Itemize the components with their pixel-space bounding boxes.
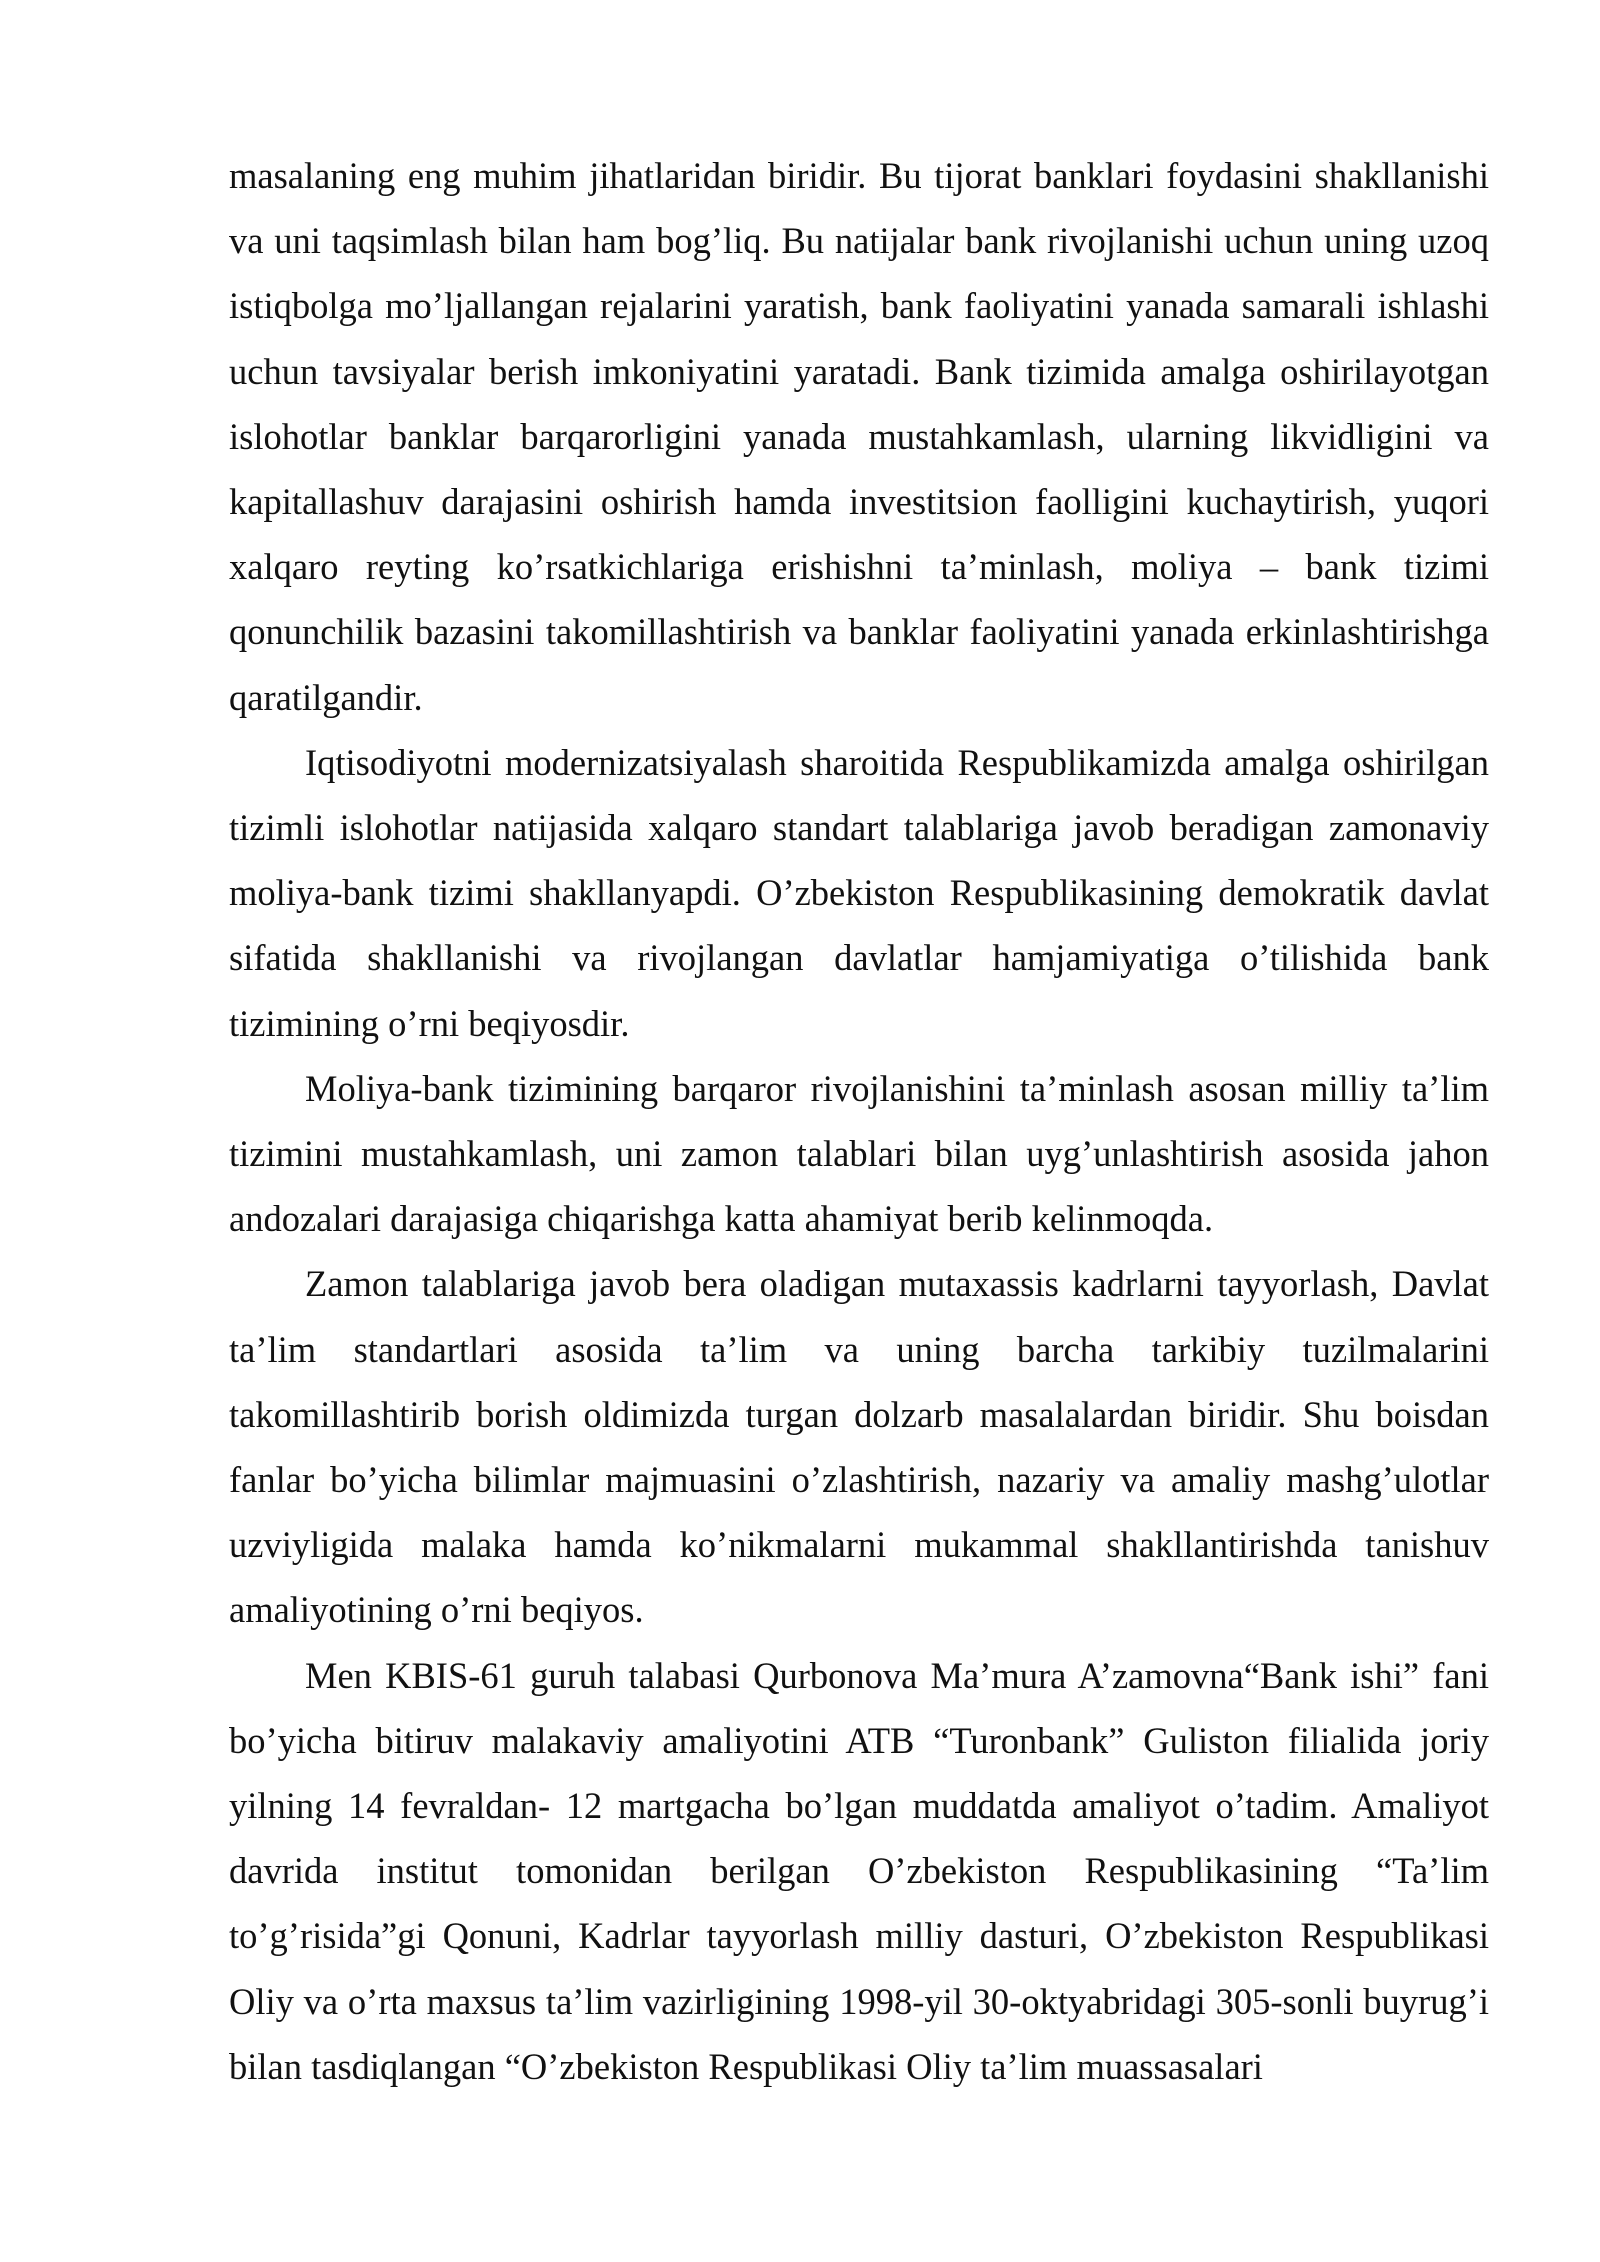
document-page [229, 143, 1489, 2099]
paragraph-continuation: masalaning eng muhim jihatlaridan biridir. Bu tijorat banklari foydasini shakllanishi va uni taqsimlash bilan ham bog’liq. Bu natijalar bank rivojlanishi uchun uning uzoq istiqbolga mo’ljallangan rejalarini yaratish, bank faoliyatini yanada samarali ishlashi uchun tavsiyalar berish imkoniyatini yaratadi. Bank tizimida amalga oshirilayotgan islohotlar banklar barqarorligini yanada mustahkamlash, ularning likvidligini va kapitallashuv darajasini oshirish hamda investitsion faolligini kuchaytirish, yuqori xalqaro reyting ko’rsatkichlariga erishishni ta’minlash, moliya – bank tizimi qonunchilik bazasini takomillashtirish va banklar faoliyatini yanada erkinlashtirishga qaratilgandir. [229, 155, 1489, 718]
paragraph-education-system: Moliya-bank tizimining barqaror rivojlanishini ta’minlash asosan milliy ta’lim tizimini mustahkamlash, uni zamon talablari bilan uyg’unlashtirish asosida jahon andozalari darajasiga chiqarishga katta ahamiyat berib kelinmoqda. [229, 1067, 1489, 1240]
paragraph-modernization: Iqtisodiyotni modernizatsiyalash sharoitida Respublikamizda amalga oshirilgan tizimli islohotlar natijasida xalqaro standart talablariga javob beradigan zamonaviy moliya-bank tizimi shakllanyapdi. O’zbekiston Respublikasining demokratik davlat sifatida shakllanishi va rivojlangan davlatlar hamjamiyatiga o’tilishida bank tizimining o’rni beqiyosdir. [229, 741, 1489, 1044]
paragraph-specialist-training: Zamon talablariga javob bera oladigan mutaxassis kadrlarni tayyorlash, Davlat ta’lim standartlari asosida ta’lim va uning barcha tarkibiy tuzilmalarini takomillashtirib borish oldimizda turgan dolzarb masalalardan biridir. Shu boisdan fanlar bo’yicha bilimlar majmuasini o’zlashtirish, nazariy va amaliy mashg’ulotlar uzviyligida malaka hamda ko’nikmalarni mukammal shakllantirishda tanishuv amaliyotining o’rni beqiyos. [229, 1263, 1489, 1631]
paragraph-internship: Men KBIS-61 guruh talabasi Qurbonova Ma’mura A’zamovna“Bank ishi” fani bo’yicha bitiruv malakaviy amaliyotini ATB “Turonbank” Guliston filialida joriy yilning 14 fevraldan- 12 martgacha bo’lgan muddatda amaliyot o’tadim. Amaliyot davrida institut tomonidan berilgan O’zbekiston Respublikasining “Ta’lim to’g’risida”gi Qonuni, Kadrlar tayyorlash milliy dasturi, O’zbekiston Respublikasi Oliy va o’rta maxsus ta’lim vazirligining 1998-yil 30-oktyabridagi 305-sonli buyrug’i bilan tasdiqlangan “O’zbekiston Respublikasi Oliy ta’lim muassasalari [229, 1654, 1489, 2087]
